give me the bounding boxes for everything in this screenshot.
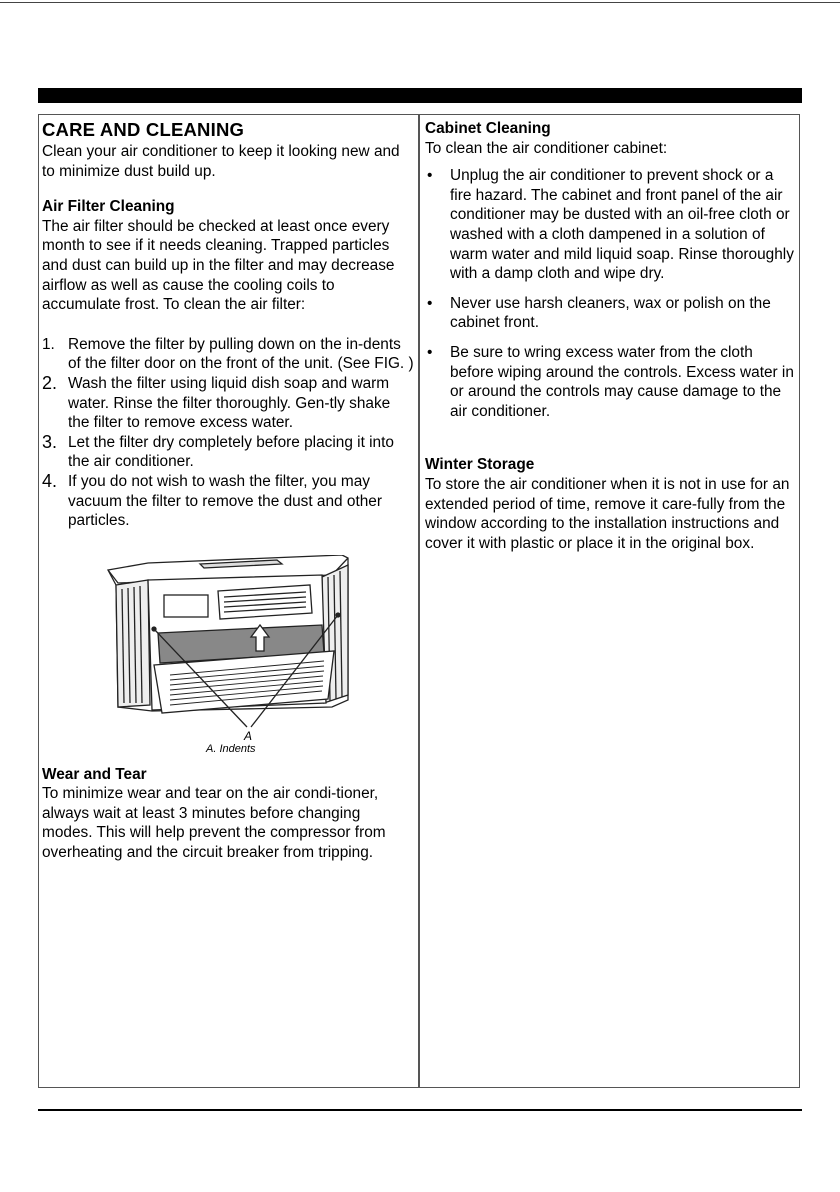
column-divider <box>418 114 420 1088</box>
winter-heading: Winter Storage <box>425 456 535 474</box>
air-filter-heading: Air Filter Cleaning <box>42 198 175 216</box>
bottom-rule <box>38 1109 802 1111</box>
filter-steps-list <box>42 335 414 531</box>
step-number: 4. <box>42 470 58 491</box>
care-intro: Clean your air conditioner to keep it looking new and to minimize dust build up. <box>42 143 400 180</box>
left-column <box>42 119 414 863</box>
step-number: 3. <box>42 431 58 452</box>
air-conditioner-illustration <box>42 555 414 755</box>
header-bar <box>38 88 802 103</box>
step-number: 2. <box>42 372 58 393</box>
air-conditioner-figure <box>42 555 414 755</box>
winter-body: To store the air conditioner when it is not in use for an extended period of time, remove it care-fully from the window according to the installation instructions and cover it with plastic or place it in the original box. <box>425 475 790 552</box>
list-item <box>42 472 414 531</box>
bullet-text: Be sure to wring excess water from the cloth before wiping around the controls. Excess water in or around the controls may cause damage to the air conditioner. <box>450 343 794 420</box>
wear-body: To minimize wear and tear on the air condi-tioner, always wait at least 3 minutes before changing modes. This will help prevent the compressor from overheating and the circuit breaker from tripping. <box>42 785 386 862</box>
cabinet-heading: Cabinet Cleaning <box>425 120 551 137</box>
step-text: Let the filter dry completely before placing it into the air conditioner. <box>68 433 394 471</box>
page-title: CARE AND CLEANING <box>42 119 245 140</box>
figure-caption: A. Indents <box>206 742 256 755</box>
step-number: 1. <box>42 335 55 353</box>
air-filter-body: The air filter should be checked at least once every month to see if it needs cleaning. Trapped particles and dust can build up in the filter and may decrease airflow as well as cause the cooling coils to accumulate frost. To clean the air filter: <box>42 217 395 314</box>
step-text: Remove the filter by pulling down on the in-dents of the filter door on the front of the unit. (See FIG. ) <box>68 335 414 373</box>
list-item <box>425 294 797 333</box>
list-item <box>42 335 414 374</box>
step-text: Wash the filter using liquid dish soap and warm water. Rinse the filter thoroughly. Gen-tly shake the filter to remove excess water. <box>68 374 391 432</box>
list-item <box>42 374 414 433</box>
list-item <box>42 433 414 472</box>
list-item <box>425 343 797 421</box>
step-text: If you do not wish to wash the filter, you may vacuum the filter to remove the dust and other particles. <box>68 472 382 530</box>
bullet-text: Unplug the air conditioner to prevent shock or a fire hazard. The cabinet and front panel of the air conditioner may be dusted with an oil-free cloth or washed with a cloth dampened in a solution of warm water and mild liquid soap. Rinse thoroughly with a damp cloth and wipe dry. <box>450 167 794 283</box>
right-column <box>425 119 797 553</box>
bullet-icon: • <box>427 167 433 185</box>
cabinet-intro: To clean the air conditioner cabinet: <box>425 139 668 157</box>
figure-letter: A <box>244 728 253 743</box>
bullet-text: Never use harsh cleaners, wax or polish on the cabinet front. <box>450 294 771 332</box>
cabinet-bullets <box>425 166 797 421</box>
bullet-icon: • <box>427 294 433 312</box>
wear-heading: Wear and Tear <box>42 765 147 783</box>
bullet-icon: • <box>427 343 433 361</box>
list-item <box>425 166 797 284</box>
top-rule <box>0 2 840 3</box>
